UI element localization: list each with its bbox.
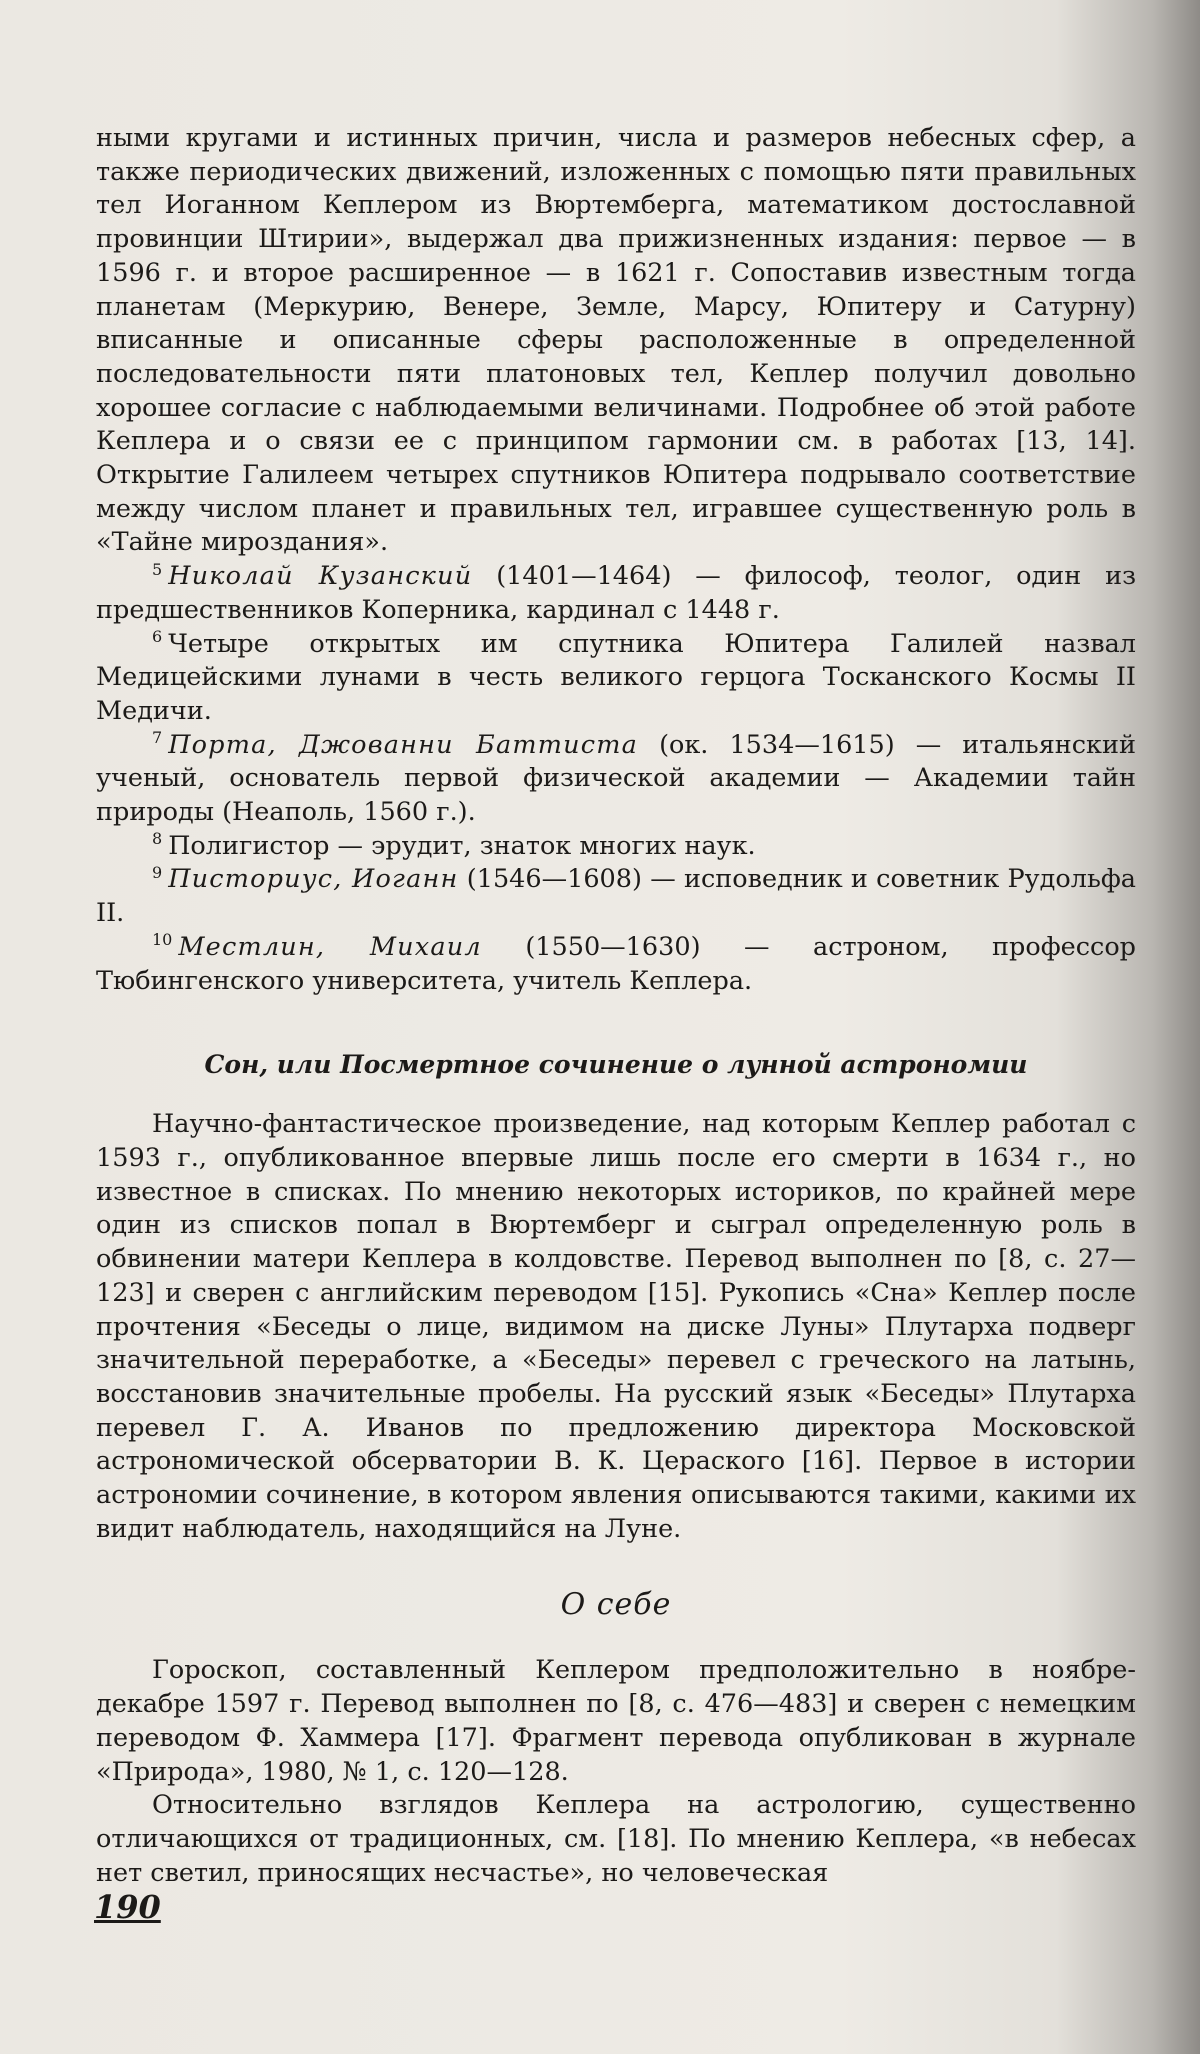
section-heading-about: О себе — [560, 1587, 672, 1623]
page-number: 190 — [94, 1888, 161, 1926]
footnote-name: Пистoриус, Иоганн — [168, 864, 459, 895]
page-text — [96, 122, 1136, 1890]
footnote-name: Николай Кузанский — [168, 561, 473, 592]
footnote-10: $^{10}$ Местлин, Михаил (1550—1630) — астроном, профессор Тюбингенского университета, учитель Кеплера. — [96, 930, 1136, 996]
footnote-name: Местлин, Михаил — [178, 931, 482, 962]
footnote-9: $^9$ Пистoриус, Иоганн (1546—1608) — исповедник и советник Рудольфа II. — [96, 862, 1136, 929]
footnote-8: $^8$ Полигистор — эрудит, знаток многих наук. — [152, 829, 756, 861]
footnote-5: $^5$ Николай Кузанский (1401—1464) — философ, теолог, один из предшественников Коперника, кардинал с 1448 г. — [96, 559, 1136, 625]
footnote-6: $^6$ Четыре открытых им спутника Юпитера Галилей назвал Медицейскими лунами в честь великого герцога Тосканского Космы II Медичи. — [96, 627, 1136, 726]
section-heading-son: Сон, или Посмертное сочинение о лунной астрономии — [204, 1050, 1028, 1080]
footnote-name: Порта, Джованни Баттиста — [168, 729, 639, 760]
intro-paragraph: ными кругами и истинных причин, числа и размеров небесных сфер, а также периодических движений, изложенных с помощью пяти правильных тел Иоганном Кеплером из Вюртемберга, математиком достославной провинции Штирии», выдержал два прижизненных издания: первое — в 1596 г. и второе расширенное — в 1621 г. Сопоставив известным тогда планетам (Меркурию, Венере, Земле, Марсу, Юпитеру и Сатурну) вписанные и описанные сферы расположенные в определенной последовательности пяти платоновых тел, Кеплер получил довольно хорошее согласие с наблюдаемыми величинами. Подробнее об этой работе Кеплера и о связи ее с принципом гармонии см. в работах [13, 14]. Открытие Галилеем четырех спутников Юпитера подрывало соответствие между числом планет и правильных тел, игравшее существенную роль в «Тайне мироздания». — [96, 123, 1136, 558]
section-paragraph-about-2: Относительно взглядов Кеплера на астрологию, существенно отличающихся от традиционных, см. [18]. По мнению Кеплера, «в небесах нет светил, приносящих несчастье», но человеческая — [96, 1790, 1136, 1888]
section-paragraph-son: Научно-фантастическое произведение, над которым Кеплер работал с 1593 г., опубликованное впервые лишь после его смерти в 1634 г., но известное в списках. По мнению некоторых историков, по крайней мере один из списков попал в Вюртемберг и сыграл определенную роль в обвинении матери Кеплера в колдовстве. Перевод выполнен по [8, с. 27—123] и сверен с английским переводом [15]. Рукопись «Сна» Кеплер после прочтения «Беседы о лице, видимом на диске Луны» Плутарха подверг значительной переработке, а «Беседы» перевел с греческого на латынь, восстановив значительные пробелы. На русский язык «Беседы» Плутарха перевел Г. А. Иванов по предложению директора Московской астрономической обсерватории В. К. Цераского [16]. Первое в истории астрономии сочинение, в котором явления описываются такими, какими их видит наблюдатель, находящийся на Луне. — [96, 1109, 1136, 1544]
footnote-7: $^7$ Порта, Джованни Баттиста (ок. 1534—1615) — итальянский ученый, основатель первой физической академии — Академии тайн природы (Неаполь, 1560 г.). — [96, 728, 1136, 828]
section-paragraph-about-1: Гороскоп, составленный Кеплером предположительно в ноябре-декабре 1597 г. Перевод выполнен по [8, с. 476—483] и сверен с немецким переводом Ф. Хаммера [17]. Фрагмент перевода опубликован в журнале «Природа», 1980, № 1, с. 120—128. — [96, 1655, 1136, 1787]
